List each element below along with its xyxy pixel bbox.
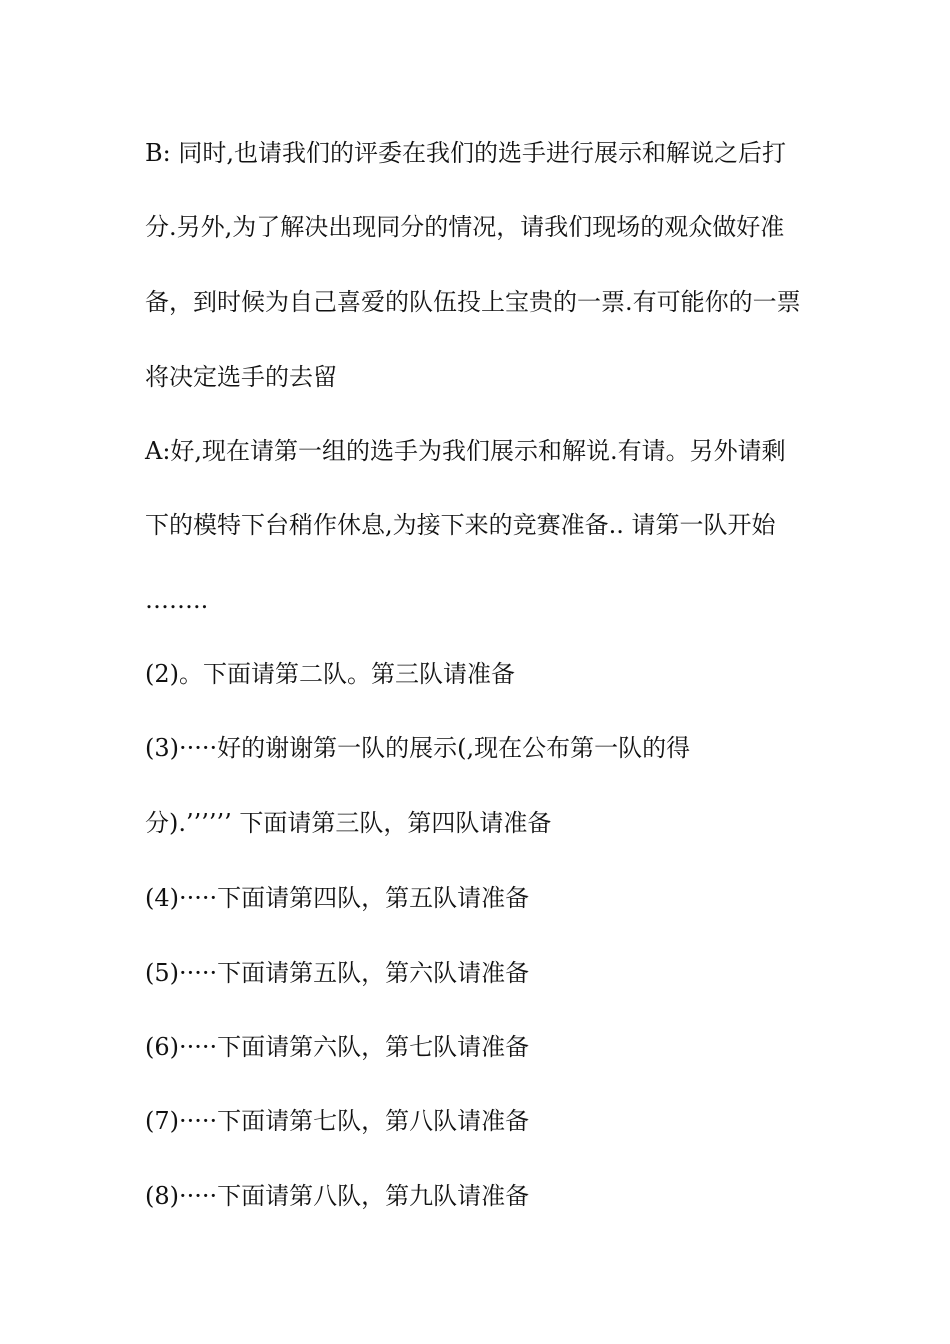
text-line-b-judges: B: 同时,也请我们的评委在我们的选手进行展示和解说之后打 — [145, 139, 786, 167]
text-line-a-first-group: A:好,现在请第一组的选手为我们展示和解说.有请。另外请剩 — [145, 437, 786, 465]
text-line-item-2: (2)。下面请第二队。第三队请准备 — [145, 660, 515, 688]
text-line-decide: 将决定选手的去留 — [145, 363, 337, 391]
text-line-item-4: (4)·····下面请第四队，第五队请准备 — [145, 884, 530, 912]
text-line-audience-prepare: 分.另外,为了解决出现同分的情况，请我们现场的观众做好准 — [145, 213, 785, 241]
text-line-item-3: (3)·····好的谢谢第一队的展示(,现在公布第一队的得 — [145, 734, 691, 762]
text-line-item-5: (5)·····下面请第五队，第六队请准备 — [145, 959, 530, 987]
text-line-item-6: (6)·····下面请第六队，第七队请准备 — [145, 1033, 530, 1061]
text-line-ellipsis: …….. — [145, 586, 209, 614]
text-line-models-rest: 下的模特下台稍作休息,为接下来的竞赛准备.. 请第一队开始 — [145, 511, 776, 539]
text-line-item-3-continued: 分).’’’’’’ 下面请第三队，第四队请准备 — [145, 809, 552, 837]
text-line-item-7: (7)·····下面请第七队，第八队请准备 — [145, 1107, 530, 1135]
text-line-vote: 备，到时候为自己喜爱的队伍投上宝贵的一票.有可能你的一票 — [145, 288, 801, 316]
text-line-item-8: (8)·····下面请第八队，第九队请准备 — [145, 1182, 530, 1210]
